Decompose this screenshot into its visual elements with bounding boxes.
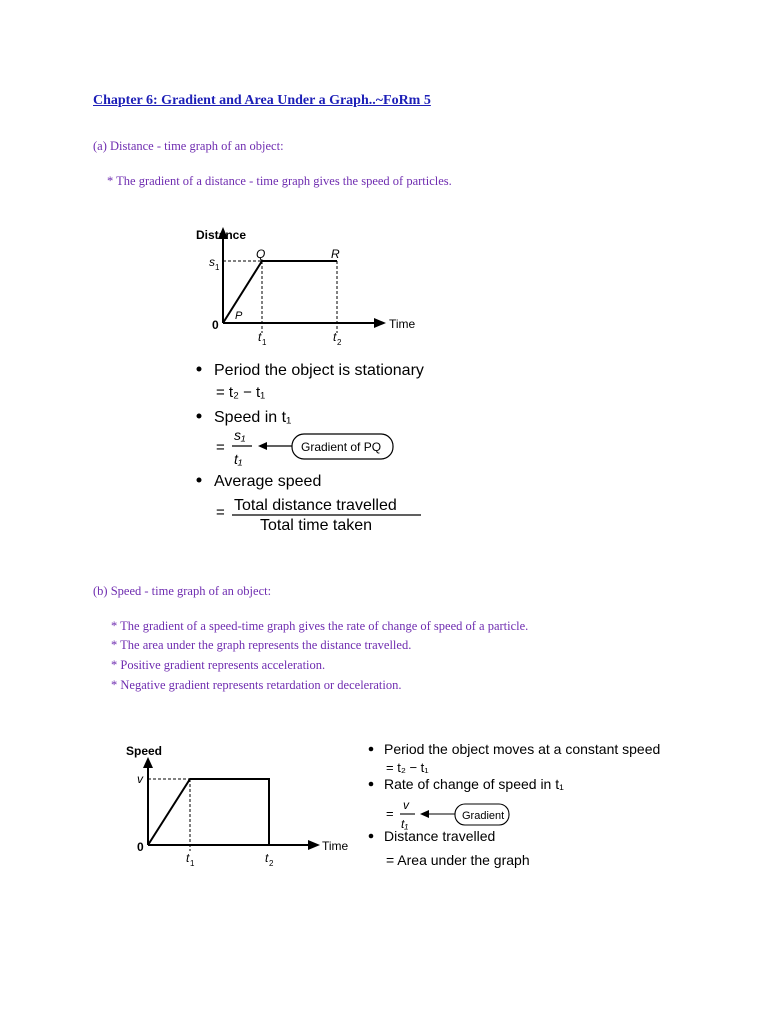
t1-subscript: 1: [190, 859, 195, 868]
section-b-bullet-2: * The area under the graph represents the distance travelled.: [111, 638, 412, 652]
t2-label: t: [265, 851, 269, 865]
section-b-bullet-3: * Positive gradient represents acceleration.: [111, 658, 326, 672]
note-distance-travelled: Distance travelled: [384, 828, 496, 844]
average-denominator: Total time taken: [260, 517, 373, 534]
bullet-dot: [369, 747, 374, 752]
page-title[interactable]: Chapter 6: Gradient and Area Under a Graph..~FoRm 5: [93, 93, 431, 108]
section-b-bullet-1: * The gradient of a speed-time graph gives the rate of change of speed of a particle.: [111, 619, 529, 633]
y-axis-label: Distance: [196, 228, 247, 242]
callout-arrowhead-icon: [258, 442, 267, 450]
y-axis-label: Speed: [126, 744, 163, 758]
average-numerator: Total distance travelled: [234, 497, 397, 514]
point-p-label: P: [235, 310, 243, 322]
t2-subscript: 2: [337, 338, 342, 347]
note-constant-speed: Period the object moves at a constant speed: [384, 741, 661, 757]
callout-gradient-pq: Gradient of PQ: [301, 440, 382, 454]
callout-arrowhead-icon: [420, 810, 429, 818]
bullet-dot: [197, 478, 202, 483]
section-b-heading: (b) Speed - time graph of an object:: [93, 584, 272, 598]
t2-label: t: [333, 330, 337, 344]
origin-label: 0: [137, 840, 144, 854]
x-axis-arrow-icon: [374, 318, 386, 328]
rate-fraction-denominator: t₁: [401, 817, 409, 831]
graph-line: [148, 779, 269, 845]
section-a-heading: (a) Distance - time graph of an object:: [93, 139, 284, 153]
note-rate-eq: =: [386, 806, 394, 821]
note-speed: Speed in t₁: [214, 409, 292, 426]
bullet-dot: [369, 782, 374, 787]
x-axis-label: Time: [322, 839, 349, 853]
note-average-eq: =: [216, 504, 225, 521]
callout-gradient: Gradient: [462, 810, 505, 822]
origin-label: 0: [212, 318, 219, 332]
s1-subscript: 1: [215, 263, 220, 272]
bullet-dot: [197, 367, 202, 372]
note-area-eq: = Area under the graph: [386, 852, 530, 868]
x-axis-label: Time: [389, 317, 416, 331]
speed-time-notes: [362, 738, 692, 878]
t1-label: t: [258, 330, 262, 344]
t1-subscript: 1: [262, 338, 267, 347]
speed-fraction-denominator: t₁: [234, 451, 243, 467]
bullet-dot: [197, 414, 202, 419]
x-axis-arrow-icon: [308, 840, 320, 850]
t2-subscript: 2: [269, 859, 274, 868]
distance-time-figure: [180, 215, 440, 545]
note-stationary: Period the object is stationary: [214, 362, 424, 379]
speed-time-figure: [118, 735, 368, 875]
section-b-bullet-4: * Negative gradient represents retardation or deceleration.: [111, 678, 402, 692]
note-constant-eq: = t₂ − t₁: [386, 760, 429, 775]
note-average-speed: Average speed: [214, 473, 322, 490]
t1-label: t: [186, 851, 190, 865]
speed-fraction-numerator: s₁: [234, 427, 246, 443]
section-a-bullet: * The gradient of a distance - time graph gives the speed of particles.: [107, 174, 452, 188]
note-rate-of-change: Rate of change of speed in t₁: [384, 776, 564, 792]
point-r-label: R: [331, 247, 340, 261]
rate-fraction-numerator: v: [403, 798, 409, 812]
bullet-dot: [369, 834, 374, 839]
s1-label: s: [209, 255, 215, 269]
v-label: v: [137, 772, 143, 786]
note-stationary-eq: = t₂ − t₁: [216, 384, 266, 401]
note-speed-eq: =: [216, 439, 225, 456]
y-axis-arrow-icon: [143, 757, 153, 768]
point-q-label: Q: [256, 247, 266, 261]
